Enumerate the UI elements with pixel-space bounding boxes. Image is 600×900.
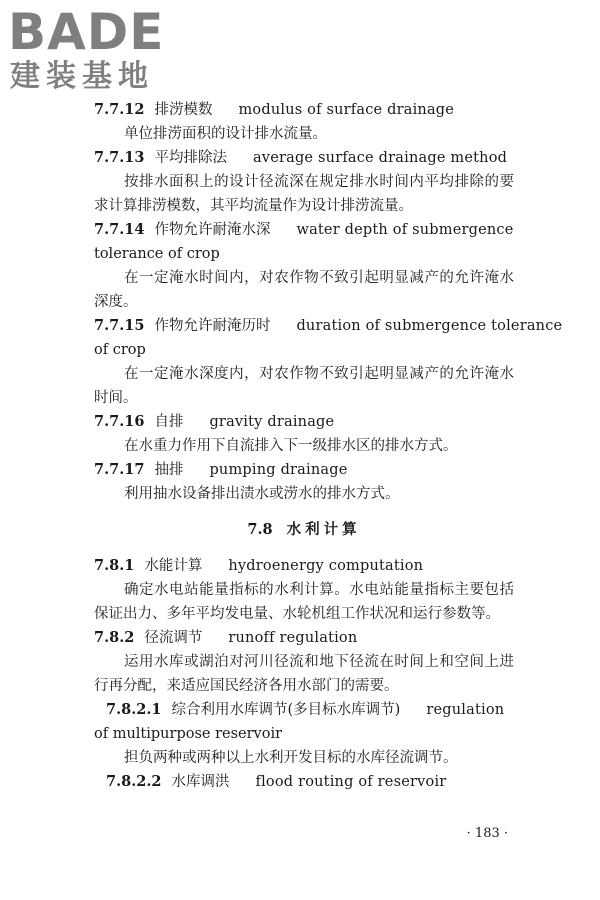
term-english: runoff regulation [228, 630, 358, 646]
entry-heading [94, 146, 514, 170]
entry-definition: 求计算排涝模数，其平均流量作为设计排涝流量。 [94, 198, 413, 214]
entry-number: 7.8.2.2 [106, 773, 162, 790]
term-english: gravity drainage [209, 414, 335, 430]
term-english: regulation [426, 702, 505, 718]
term-chinese: 平均排除法 [154, 150, 227, 166]
entry-definition: 在一定淹水深度内，对农作物不致引起明显减产的允许淹水 [124, 366, 514, 382]
entry-heading [94, 458, 514, 482]
entry-number: 7.8.1 [94, 557, 135, 574]
logo-subtitle: 建装基地 [10, 59, 154, 94]
term-chinese: 水能计算 [144, 558, 203, 574]
entry-definition: 时间。 [94, 390, 138, 406]
term-chinese: 抽排 [154, 462, 184, 478]
entry-definition: 担负两种或两种以上水利开发目标的水库径流调节。 [124, 750, 458, 766]
term-chinese: 自排 [154, 414, 184, 430]
entry-heading [94, 770, 514, 794]
logo-wordmark: BADE [8, 3, 165, 61]
entry-number: 7.7.16 [94, 413, 145, 430]
entry-number: 7.7.14 [94, 221, 145, 238]
entry-definition: 深度。 [94, 294, 138, 310]
entry-number: 7.7.13 [94, 149, 145, 166]
term-english: pumping drainage [209, 462, 348, 478]
term-english: hydroenergy computation [228, 558, 424, 574]
term-english-continued: tolerance of crop [94, 246, 220, 262]
entry-number: 7.7.15 [94, 317, 145, 334]
entry-heading [94, 626, 514, 650]
entry-number: 7.7.12 [94, 101, 145, 118]
term-english-continued: of crop [94, 342, 146, 358]
term-english: duration of submergence tolerance [296, 318, 563, 334]
entry-number: 7.7.17 [94, 461, 145, 478]
section-title: 水利计算 [286, 521, 361, 538]
term-chinese: 排涝模数 [154, 102, 213, 118]
entry-definition: 确定水电站能量指标的水利计算。水电站能量指标主要包括 [124, 582, 514, 598]
entry-definition: 运用水库或湖泊对河川径流和地下径流在时间上和空间上进 [124, 654, 514, 670]
document-body [94, 98, 563, 794]
entry-definition: 按排水面积上的设计径流深在规定排水时间内平均排除的要 [124, 174, 514, 190]
term-english: average surface drainage method [252, 150, 508, 166]
entry-heading [94, 698, 514, 722]
term-chinese: 综合利用水库调节(多目标水库调节) [171, 702, 401, 718]
entry-definition: 在一定淹水时间内，对农作物不致引起明显减产的允许淹水 [124, 270, 514, 286]
entry-heading [94, 554, 514, 578]
entry-number: 7.8.2 [94, 629, 135, 646]
section-heading [94, 518, 514, 542]
bade-logo [8, 3, 178, 96]
entry-definition: 单位排涝面积的设计排水流量。 [124, 126, 327, 142]
term-chinese: 水库调洪 [171, 774, 230, 790]
term-english: flood routing of reservoir [255, 774, 447, 790]
term-english-continued: of multipurpose reservoir [94, 726, 283, 742]
entry-definition: 保证出力、多年平均发电量、水轮机组工作状况和运行参数等。 [94, 606, 500, 622]
entry-heading [94, 410, 514, 434]
term-english: modulus of surface drainage [238, 102, 455, 118]
term-chinese: 作物允许耐淹水深 [154, 222, 271, 238]
entry-heading [94, 314, 563, 338]
entry-heading [94, 98, 514, 122]
entry-definition: 利用抽水设备排出渍水或涝水的排水方式。 [124, 486, 400, 502]
entry-definition: 行再分配，来适应国民经济各用水部门的需要。 [94, 678, 399, 694]
term-chinese: 作物允许耐淹历时 [154, 318, 271, 334]
entry-number: 7.8.2.1 [106, 701, 162, 718]
entry-definition: 在水重力作用下自流排入下一级排水区的排水方式。 [124, 438, 458, 454]
page-number: · 183 · [466, 826, 508, 841]
term-chinese: 径流调节 [144, 630, 203, 646]
entry-heading [94, 218, 514, 242]
term-english: water depth of submergence [296, 222, 514, 238]
section-number: 7.8 [247, 521, 273, 538]
